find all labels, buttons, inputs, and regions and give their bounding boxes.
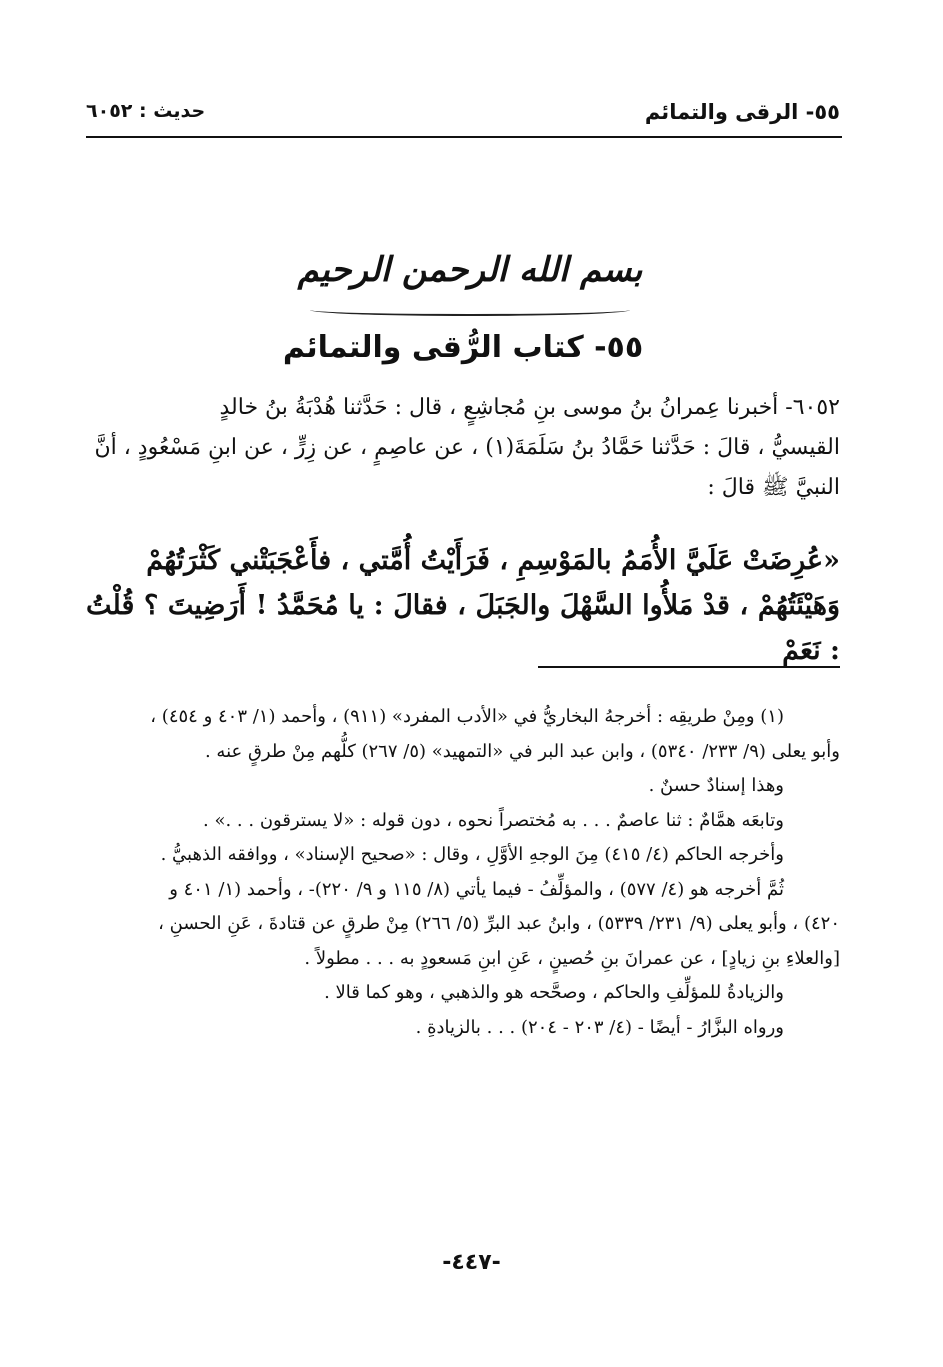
basmala-swash [310,304,630,316]
footnotes [86,700,840,1045]
footnote-line: ثُمَّ أخرجه هو (٤/ ٥٧٧) ، والمؤلِّفُ - فيما يأتي (٨/ ١١٥ و ٩/ ٢٢٠)- ، وأحمد (١/ ٤٠١ و [169,878,784,900]
footnote-separator [538,666,840,668]
page-number: -٤٤٧- [442,1250,501,1275]
footnote-line: وتابعَه همَّامٌ : ثنا عاصمٌ . . . به مُختصراً نحوه ، دون قوله : «لا يسترقون . . .» . [203,809,784,831]
running-header [86,96,840,130]
footnote-line: وأبو يعلى (٩/ ٢٣٣/ ٥٣٤٠) ، وابن عبد البر في «التمهيد» (٥/ ٢٦٧) كلُّهم مِنْ طرقٍ عنه . [204,740,840,762]
chapter-heading: ٥٥- كتاب الرُّقى والتمائم [282,330,644,365]
isnad-line: ٦٠٥٢- أخبرنا عِمرانُ بنُ موسى بنِ مُجاشِعٍ ، قال : حَدَّثنا هُدْبَةُ بنُ خالدٍ [219,395,840,420]
footnote-line: ٤٢٠) ، وأبو يعلى (٩/ ٢٣١/ ٥٣٣٩) ، وابنُ عبد البرِّ (٥/ ٢٦٦) مِنْ طرقٍ عن قتادةَ ، عَنِ الحسنِ ، [158,913,840,934]
matn-line: «عُرِضَتْ عَلَيَّ الأُمَمُ بالمَوْسِمِ ، فَرَأَيْتُ أُمَّتي ، فأَعْجَبَتْني كَثْرَتُهُمْ [146,545,840,576]
header-rule [86,136,842,138]
footnote-line: والزيادةُ للمؤلِّفِ والحاكم ، وصحَّحه هو والذهبي ، وهو كما قالا . [324,982,784,1003]
matn-block [86,538,840,673]
running-header-chapter: ٥٥- الرقى والتمائم [644,100,840,124]
basmala-text: بسم الله الرحمن الرحيم [297,250,643,290]
matn-line: وَهَيْئَتُهُمْ ، قدْ مَلأُوا السَّهْلَ والجَبَلَ ، فقالَ : يا مُحَمَّدُ ! أَرَضِيتَ ؟ قُلْتُ : نَعَمْ [86,590,840,666]
footnote-line: (١) ومِنْ طريقِه : أخرجهُ البخاريُّ في «الأدب المفرد» (٩١١) ، وأحمد (١/ ٤٠٣ و ٤٥٤) ، [150,706,784,727]
footnote-line: ورواه البزَّارُ - أيضًا - (٤/ ٢٠٣ - ٢٠٤) . . . بالزيادةِ . [415,1016,784,1038]
footnote-line: وهذا إسنادٌ حسنٌ . [648,775,784,796]
footnote-line: وأخرجه الحاكم (٤/ ٤١٥) مِنَ الوجهِ الأوَّلِ ، وقال : «صحيح الإسناد» ، ووافقه الذهبيُّ . [160,844,784,865]
running-header-hadith-ref: حديث : ٦٠٥٢ [86,100,206,122]
basmala-calligraphy [250,250,690,320]
isnad-line: القيسيُّ ، قالَ : حَدَّثنا حَمَّادُ بنُ سَلَمَةَ(١) ، عن عاصِمٍ ، عن زِرٍّ ، عن ابنِ مَسْعُودٍ ، أنَّ [94,435,840,460]
isnad-block [86,388,840,508]
isnad-line: النبيَّ ﷺ قالَ : [707,475,840,500]
footnote-line: [والعلاءِ بنِ زيادٍ] ، عن عمرانَ بنِ حُصينٍ ، عَنِ ابنِ مَسعودٍ به . . . مطولاً . [304,947,840,969]
